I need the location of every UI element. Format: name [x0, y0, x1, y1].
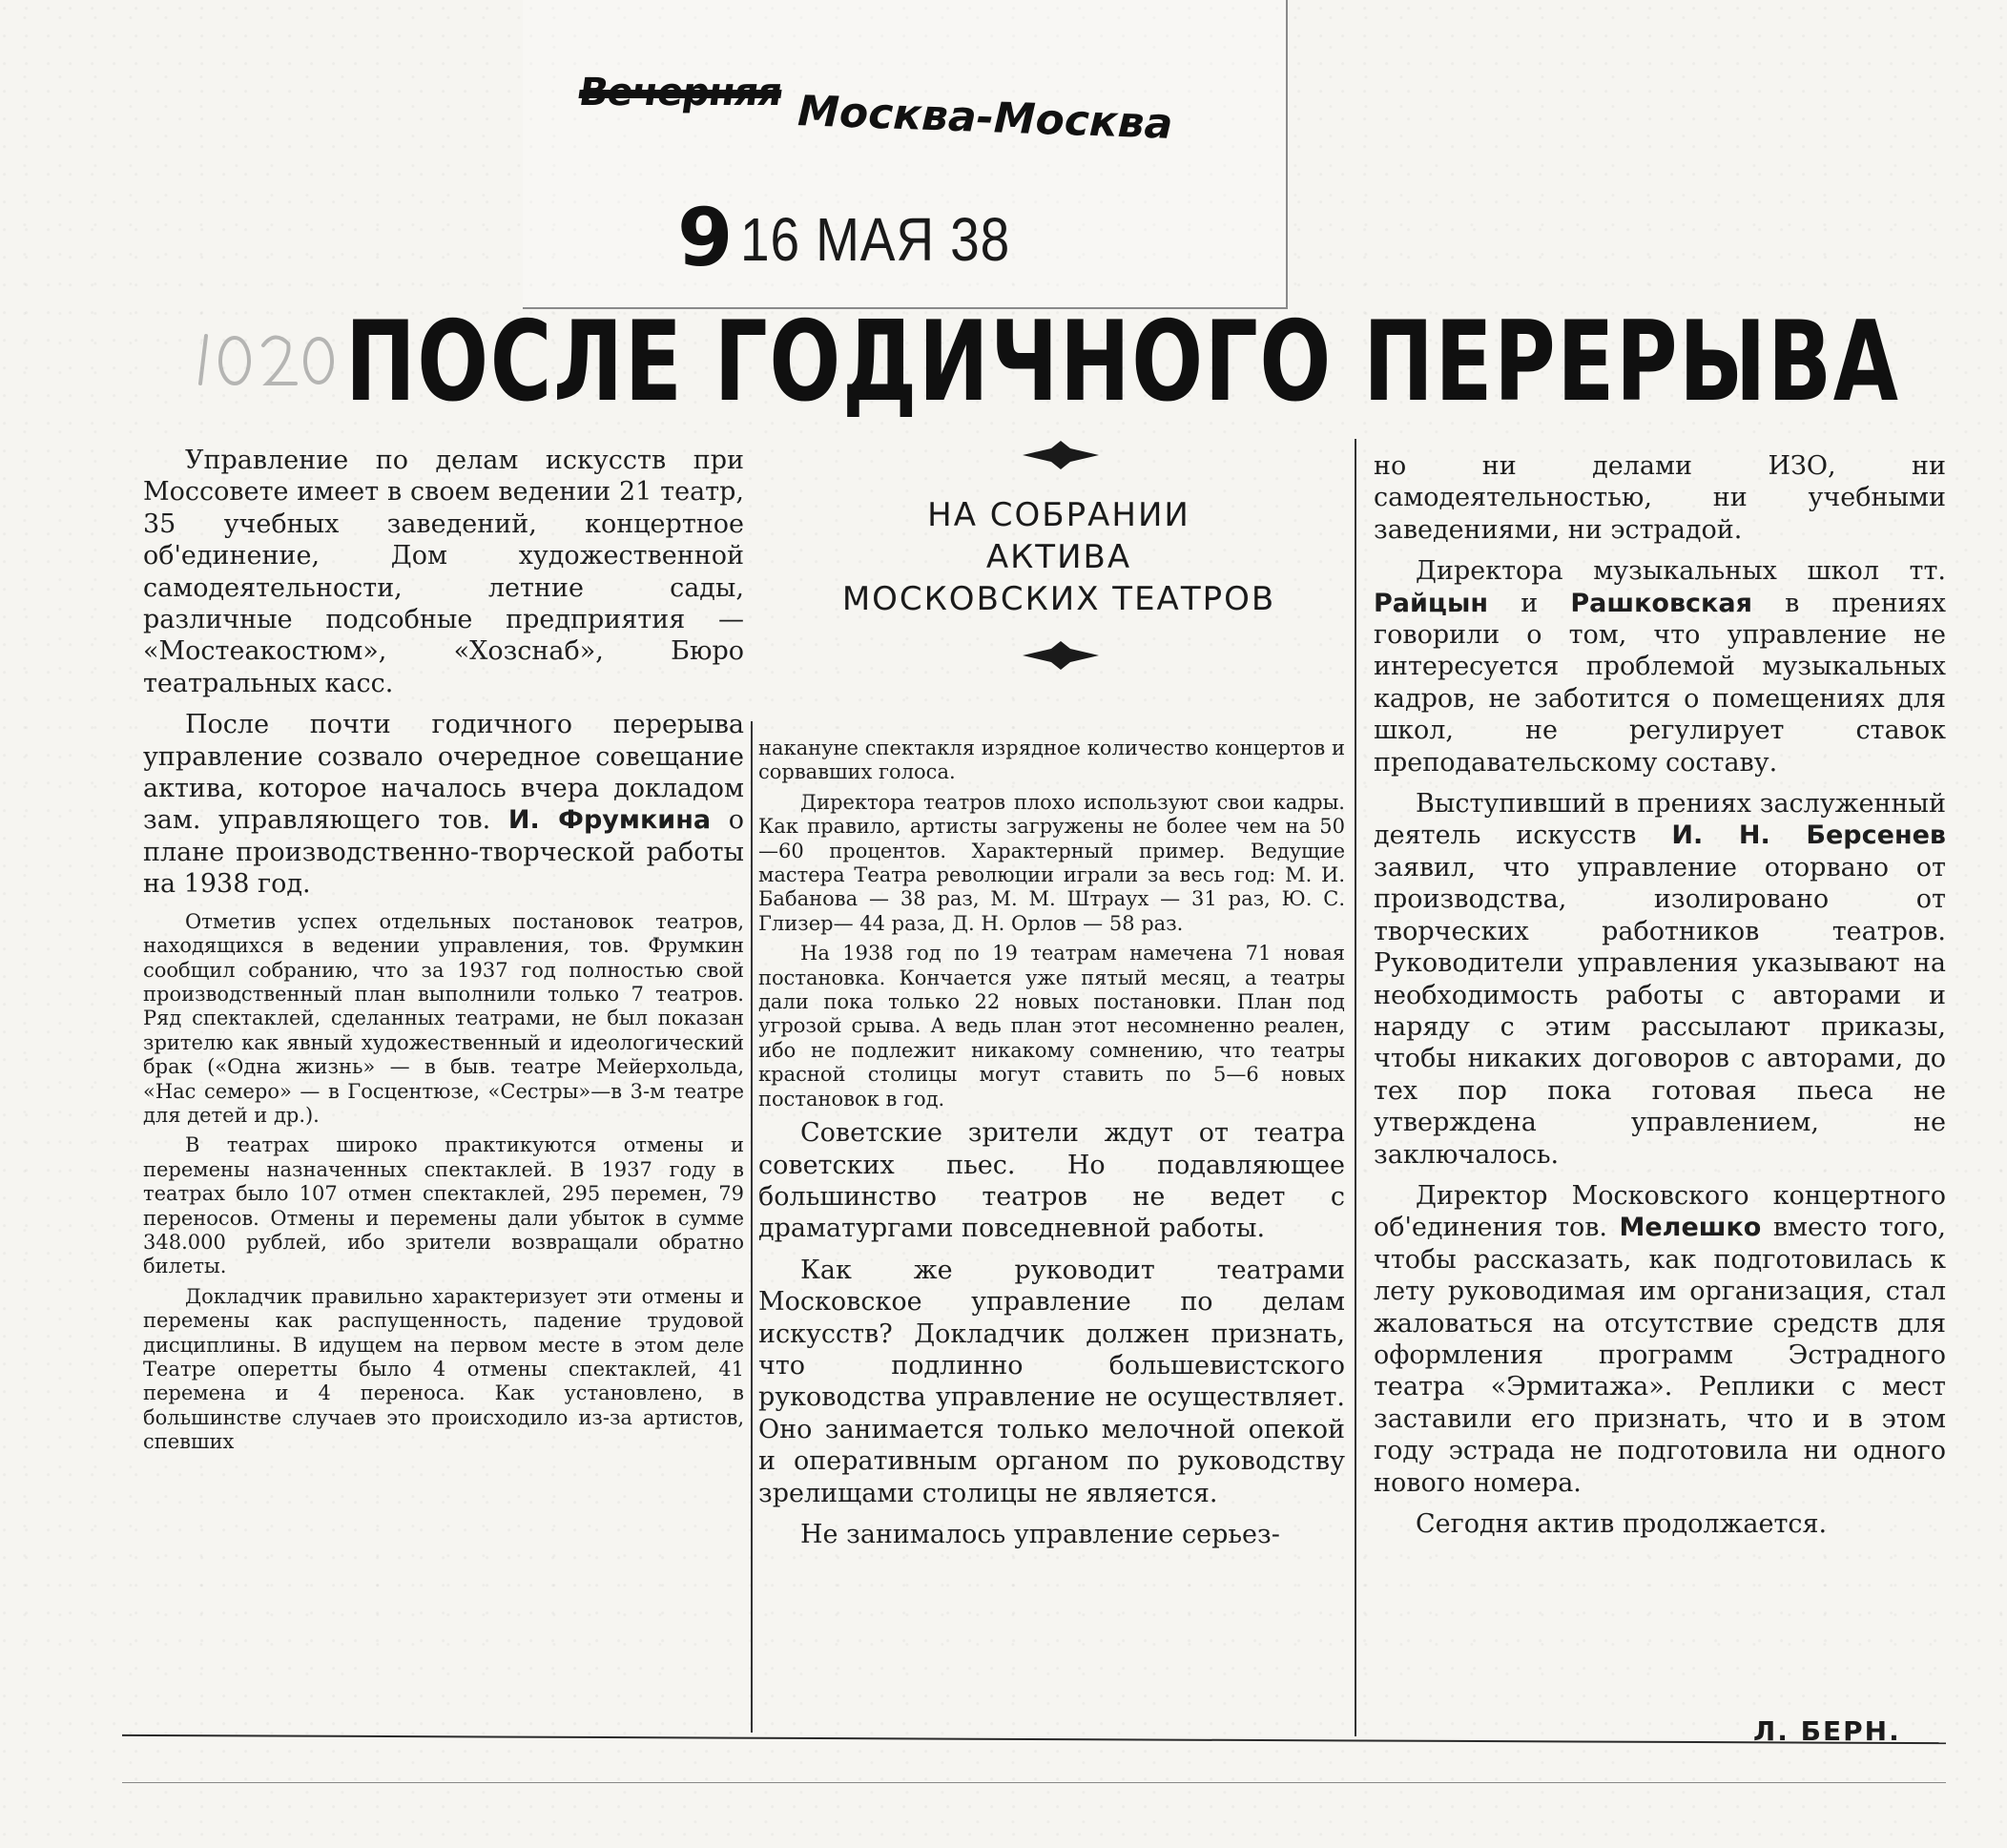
bottom-rule: [122, 1782, 1946, 1783]
text-span: в прениях говорили о том, что управление не интересуется проблемой музыкальных кадров, не заботится о помещениях для школ, не регулирует ставок преподавательскому составу.: [1374, 588, 1946, 778]
date-stamp: 16 МАЯ 38: [740, 205, 1011, 274]
column-divider: [751, 721, 753, 1733]
diamond-ornament-icon: [1023, 641, 1099, 670]
paragraph: Как же руководит театрами Московское управление по делам искусств? Докладчик должен признать, что подлинно большевистского руководства управление не осуществляет. Оно занимается только мелочной опекой и оперативным органом по руководству зрелищами столицы не является.: [758, 1255, 1345, 1508]
person-name: Райцын: [1374, 588, 1489, 618]
article-column-left: [143, 445, 744, 1461]
text-span: заявил, что управление оторвано от производства, изолировано от творческих работников театров. Руководители управления указывают на необходимость работы с авторами и наряду с этим рассылают приказы, чтобы никаких договоров с авторами, до тех пор пока готовая пьеса не утверждена управлением, не заключалось.: [1374, 852, 1946, 1170]
page-number: 9: [677, 191, 734, 284]
person-name: Мелешко: [1619, 1213, 1762, 1243]
subheading-line: МОСКОВСКИХ ТЕАТРОВ: [841, 580, 1276, 618]
paragraph: На 1938 год по 19 театрам намечена 71 новая постановка. Кончается уже пятый месяц, а театры дали пока только 22 новых постановки. План под угрозой срыва. А ведь план этот несомненно реален, ибо не подлежит никакому сомнению, что театры красной столицы могут ставить по 5—6 новых постановок в год.: [758, 942, 1345, 1111]
paragraph: Управление по делам искусств при Моссовете имеет в своем ведении 21 театр, 35 учебных заведений, концертное об'единение, Дом художественной самодеятельности, летние сады, различные подсобные предприятия — «Мостеакостюм», «Хозснаб», Бюро театральных касс.: [143, 446, 744, 698]
text-span: вместо того, чтобы рассказать, как подготовилась к лету руководимая им организация, стал жаловаться на отсутствие средств для оформления программ Эстрадного театра «Эрмитажа». Реплики с мест заставили его признать, что и в этом году эстрада не подготовила ни одного нового номера.: [1374, 1213, 1946, 1498]
bottom-rule: [122, 1734, 1946, 1744]
paper-name: Москва-Москва: [797, 87, 1174, 149]
text-span: и: [1521, 588, 1539, 618]
author-signature: Л. БЕРН.: [1753, 1715, 1901, 1747]
paragraph: [143, 709, 744, 900]
text-span: о плане производственно-творческой работы на 1938 год.: [143, 805, 744, 900]
text-span: После почти годичного перерыва управление созвало очередное совещание актива, которое началось вчера докладом зам. управляющего тов.: [143, 710, 744, 836]
text-span: Директор Московского концертного об'единения тов.: [1374, 1180, 1946, 1243]
paragraph: Докладчик правильно характеризует эти отмены и перемены как распущенность, падение трудовой дисциплины. В идущем на первом месте в этом деле Театре оперетты было 4 отмены спектаклей, 41 перемена и 4 переноса. Как установлено, в большинстве случаев это происходило из-за артистов, спевших: [143, 1284, 744, 1454]
person-name: Рашковская: [1570, 588, 1752, 618]
article-column-middle: [758, 737, 1345, 1560]
column-divider: [1355, 439, 1356, 1736]
paragraph: [1374, 788, 1946, 1171]
handwritten-archive-mark: [189, 317, 341, 403]
person-name: И. Фрумкина: [507, 805, 712, 836]
text-span: Директора музыкальных школ тт.: [1416, 556, 1946, 587]
paragraph: Отметив успех отдельных постановок театров, находящихся в ведении управления, тов. Фрумкин сообщил собранию, что за 1937 год полностью свой производственный план выполнили только 7 театров. Ряд спектаклей, сделанных театрами, не был показан зрителю как явный художественный и идеологический брак («Одна жизнь» — в быв. театре Мейерхольда, «Нас семеро» — в Госцентюзе, «Сестры»—в 3-м театре для детей и др.).: [143, 909, 744, 1127]
paragraph: [1374, 1180, 1946, 1499]
paragraph: Не занималось управление серьез-: [800, 1519, 1280, 1549]
subheading: [782, 494, 1335, 620]
paragraph: Директора театров плохо используют свои кадры. Как правило, артисты загружены не более чем на 50—60 процентов. Характерный пример. Ведущие мастера Театра революции играли за весь год: М. И. Бабанова — 38 раз, М. М. Штраух — 31 раз, Ю. С. Глизер— 44 раза, Д. Н. Орлов — 58 раз.: [758, 790, 1345, 935]
paragraph: накануне спектакля изрядное количество концертов и сорвавших голоса.: [758, 737, 1345, 784]
paragraph: Советские зрители ждут от театра советских пьес. Но подавляющее большинство театров не ведет с драматургами повседневной работы.: [758, 1118, 1345, 1244]
paper-name-struck: Вечерняя: [576, 71, 785, 114]
headline: ПОСЛЕ ГОДИЧНОГО ПЕРЕРЫВА: [345, 298, 1900, 426]
text-span: Выступивший в прениях заслуженный деятель искусств: [1374, 789, 1946, 851]
paragraph: Сегодня актив продолжается.: [1416, 1509, 1828, 1539]
paragraph: В театрах широко практикуются отмены и перемены назначенных спектаклей. В 1937 году в театрах было 107 отмен спектаклей, 295 перемен, 79 переносов. Отмены и перемены дали убыток в сумме 348.000 рублей, ибо зрители возвращали обратно билеты.: [143, 1133, 744, 1278]
subheading-line: АКТИВА: [985, 538, 1132, 576]
paragraph: [1374, 555, 1946, 779]
article-column-right: [1374, 450, 1946, 1549]
person-name: И. Н. Берсенев: [1671, 820, 1946, 851]
paragraph: но ни делами ИЗО, ни самодеятельностью, ни учебными заведениями, ни эстрадой.: [1374, 451, 1946, 545]
subheading-line: НА СОБРАНИИ: [927, 496, 1190, 534]
